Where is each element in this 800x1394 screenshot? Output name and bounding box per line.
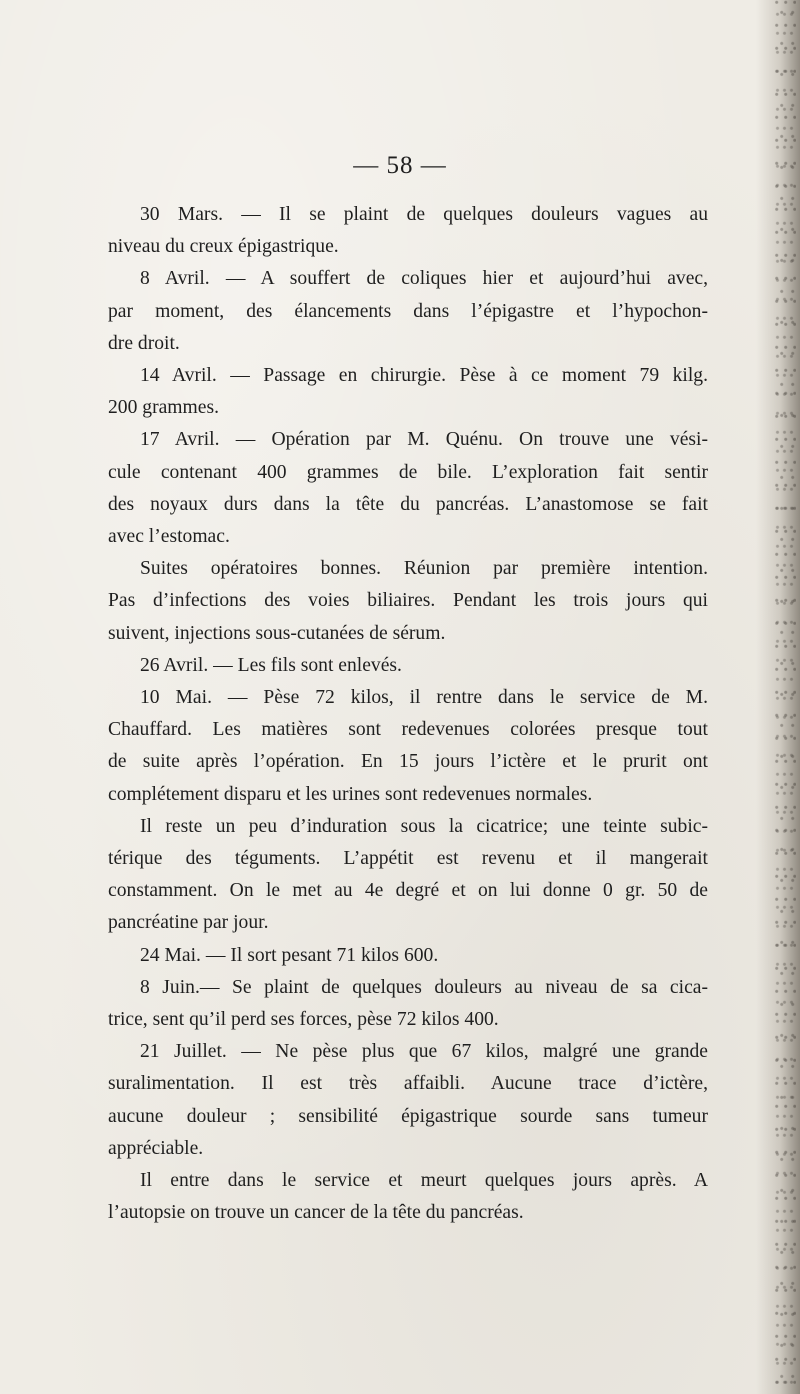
page-number: — 58 —: [353, 152, 447, 179]
text-line: 10 Mai. — Pèse 72 kilos, il rentre dans le service de M.: [140, 687, 708, 709]
text-line: des noyaux durs dans la tête du pancréas. L’anastomose se fait: [108, 493, 708, 515]
body-text: [108, 199, 708, 1230]
text-line: 8 Juin.— Se plaint de quelques douleurs au niveau de sa cica-: [140, 976, 708, 998]
text-line: pancréatine par jour.: [108, 912, 269, 934]
text-line: 30 Mars. — Il se plaint de quelques douleurs vagues au: [140, 204, 708, 225]
text-line: aucune douleur ; sensibilité épigastrique sourde sans tumeur: [108, 1105, 708, 1127]
text-line: par moment, des élancements dans l’épigastre et l’hypochon-: [108, 300, 708, 322]
text-line: l’autopsie on trouve un cancer de la tête du pancréas.: [108, 1202, 524, 1224]
text-line: 8 Avril. — A souffert de coliques hier et aujourd’hui avec,: [140, 268, 708, 290]
text-line: Il reste un peu d’induration sous la cicatrice; une teinte subic-: [140, 815, 708, 837]
text-line: 200 grammes.: [108, 397, 220, 419]
text-line: Suites opératoires bonnes. Réunion par première intention.: [140, 558, 708, 580]
text-line: trice, sent qu’il perd ses forces, pèse 72 kilos 400.: [108, 1009, 499, 1031]
page-edge-speckle: [774, 0, 796, 1394]
text-line: 14 Avril. — Passage en chirurgie. Pèse à ce moment 79 kilg.: [140, 365, 708, 387]
text-line: dre droit.: [108, 332, 180, 354]
text-line: 17 Avril. — Opération par M. Quénu. On trouve une vési-: [140, 429, 708, 451]
text-line: 21 Juillet. — Ne pèse plus que 67 kilos, malgré une grande: [140, 1041, 708, 1063]
text-line: térique des téguments. L’appétit est revenu et il mangerait: [108, 848, 708, 870]
text-line: constamment. On le met au 4e degré et on lui donne 0 gr. 50 de: [108, 880, 708, 902]
text-line: cule contenant 400 grammes de bile. L’exploration fait sentir: [108, 461, 708, 483]
text-line: Pas d’infections des voies biliaires. Pendant les trois jours qui: [108, 590, 708, 612]
text-line: Il entre dans le service et meurt quelques jours après. A: [140, 1170, 708, 1192]
text-line: appréciable.: [108, 1137, 204, 1159]
text-line: 26 Avril. — Les fils sont enlevés.: [140, 654, 402, 676]
text-line: de suite après l’opération. En 15 jours l’ictère et le prurit ont: [108, 751, 708, 773]
text-line: avec l’estomac.: [108, 526, 230, 548]
text-line: niveau du creux épigastrique.: [108, 236, 339, 258]
text-line: suralimentation. Il est très affaibli. Aucune trace d’ictère,: [108, 1073, 708, 1095]
text-line: complétement disparu et les urines sont redevenues normales.: [108, 783, 593, 805]
text-line: suivent, injections sous-cutanées de sérum.: [108, 622, 446, 644]
text-line: Chauffard. Les matières sont redevenues colorées presque tout: [108, 719, 708, 741]
text-line: 24 Mai. — Il sort pesant 71 kilos 600.: [140, 944, 439, 966]
